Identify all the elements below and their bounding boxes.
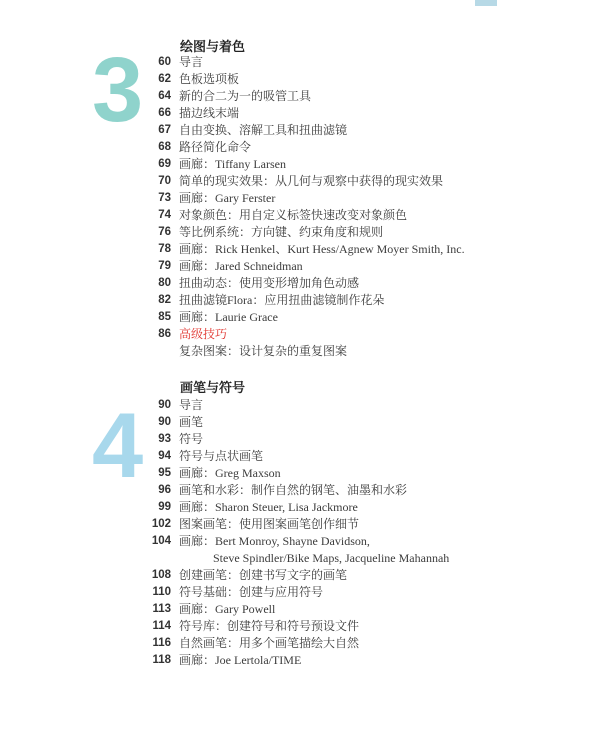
toc-entry	[0, 465, 600, 482]
toc-page-number: 94	[158, 450, 171, 462]
toc-entry	[0, 309, 600, 326]
toc-entry-title: 画笔和水彩：制作自然的钢笔、油墨和水彩	[179, 483, 408, 497]
toc-page-number: 110	[152, 586, 171, 598]
toc-page-number: 60	[158, 56, 171, 68]
toc-page-number: 62	[158, 73, 171, 85]
toc-entry	[0, 601, 600, 618]
toc-entry-title: 画笔	[179, 415, 204, 429]
toc-entry	[0, 550, 600, 567]
toc-page-number: 78	[158, 243, 171, 255]
toc-entry	[0, 618, 600, 635]
toc-entry	[0, 652, 600, 669]
toc-page-number: 85	[158, 311, 171, 323]
toc-page-number: 95	[158, 467, 171, 479]
toc-page-number: 79	[158, 260, 171, 272]
toc-entry-title: 高级技巧	[179, 327, 228, 341]
toc-entry-title: 路径简化命令	[179, 140, 252, 154]
toc-entry-title: 色板选项板	[179, 72, 240, 86]
toc-entry	[0, 275, 600, 292]
toc-page-number: 93	[158, 433, 171, 445]
toc-entry	[0, 292, 600, 309]
toc-entry	[0, 173, 600, 190]
toc-entry	[0, 414, 600, 431]
toc-entry	[0, 105, 600, 122]
toc-entry-title: 画廊：Greg Maxson	[179, 466, 281, 480]
toc-entry-title: Steve Spindler/Bike Maps, Jacqueline Mahannah	[213, 551, 450, 565]
toc-page-number: 64	[158, 90, 171, 102]
toc-entry	[0, 397, 600, 414]
toc-entry-title: 自然画笔：用多个画笔描绘大自然	[179, 636, 360, 650]
toc-entry-title: 导言	[179, 398, 204, 412]
toc-entry-title: 对象颜色：用自定义标签快速改变对象颜色	[179, 208, 408, 222]
toc-entry	[0, 190, 600, 207]
toc-entry-title: 画廊：Gary Powell	[179, 602, 276, 616]
toc-page-number: 90	[158, 399, 171, 411]
toc-entry-title: 自由变换、溶解工具和扭曲滤镜	[179, 123, 348, 137]
toc-entry	[0, 139, 600, 156]
toc-page-number: 104	[151, 535, 171, 547]
toc-entry	[0, 448, 600, 465]
toc-entry	[0, 207, 600, 224]
toc-entry-title: 新的合二为一的吸管工具	[179, 89, 312, 103]
toc-entry-title: 画廊：Gary Ferster	[179, 191, 276, 205]
toc-entry-title: 导言	[179, 55, 204, 69]
toc-entry	[0, 482, 600, 499]
toc-entry-title: 符号基础：创建与应用符号	[179, 585, 324, 599]
toc-entry-title: 扭曲滤镜Flora：应用扭曲滤镜制作花朵	[179, 293, 385, 307]
toc-page-number: 99	[158, 501, 171, 513]
toc-entry	[0, 499, 600, 516]
toc-page-number: 73	[158, 192, 171, 204]
toc-page-number: 108	[151, 569, 171, 581]
chapter-3-title: 绘图与着色	[180, 40, 246, 55]
toc-entry-title: 画廊：Laurie Grace	[179, 310, 278, 324]
toc-entry-title: 画廊：Joe Lertola/TIME	[179, 653, 302, 667]
toc-entry-title: 画廊：Bert Monroy, Shayne Davidson,	[179, 534, 370, 548]
toc-entry	[0, 122, 600, 139]
toc-page-number: 102	[151, 518, 171, 530]
toc-entry-title: 描边线末端	[179, 106, 240, 120]
toc-page-number: 70	[158, 175, 171, 187]
toc-page-number: 74	[158, 209, 171, 221]
toc-entry	[0, 71, 600, 88]
toc-page-number: 68	[158, 141, 171, 153]
toc-entry-title: 画廊：Tiffany Larsen	[179, 157, 286, 171]
chapter-4-number: 4	[92, 395, 144, 497]
toc-entry	[0, 567, 600, 584]
toc-entry	[0, 258, 600, 275]
toc-entry	[0, 156, 600, 173]
toc-entry-title: 扭曲动态：使用变形增加角色动感	[179, 276, 360, 290]
toc-page-number: 116	[152, 637, 171, 649]
toc-entry	[0, 326, 600, 343]
toc-entry-title: 符号库：创建符号和符号预设文件	[179, 619, 360, 633]
toc-entry	[0, 516, 600, 533]
toc-entry-title: 创建画笔：创建书写文字的画笔	[179, 568, 348, 582]
toc-entry-title: 画廊：Rick Henkel、Kurt Hess/Agnew Moyer Smith, Inc.	[179, 242, 465, 256]
chapter-3-entries	[0, 54, 600, 360]
toc-page-number: 114	[152, 620, 171, 632]
chapter-3-number: 3	[92, 39, 144, 141]
toc-entry	[0, 635, 600, 652]
toc-page-number: 118	[152, 654, 171, 666]
toc-entry-title: 等比例系统：方向键、约束角度和规则	[179, 225, 384, 239]
toc-page-number: 90	[158, 416, 171, 428]
toc-page-number: 76	[158, 226, 171, 238]
toc-page-number: 96	[158, 484, 171, 496]
toc-entry-title: 符号与点状画笔	[179, 449, 264, 463]
chapter-4-title: 画笔与符号	[180, 381, 246, 396]
toc-page-number: 86	[158, 328, 171, 340]
toc-entry	[0, 584, 600, 601]
toc-entry-title: 复杂图案：设计复杂的重复图案	[179, 344, 348, 358]
toc-entry-title: 符号	[179, 432, 204, 446]
toc-entry	[0, 88, 600, 105]
toc-entry	[0, 431, 600, 448]
toc-page-number: 80	[158, 277, 171, 289]
toc-entry-title: 图案画笔：使用图案画笔创作细节	[179, 517, 360, 531]
toc-entry	[0, 343, 600, 360]
chapter-4-entries	[0, 397, 600, 669]
toc-page-number: 69	[158, 158, 171, 170]
toc-entry	[0, 54, 600, 71]
toc-entry	[0, 533, 600, 550]
toc-entry	[0, 241, 600, 258]
toc-page-number: 113	[152, 603, 171, 615]
toc-entry	[0, 224, 600, 241]
toc-entry-title: 简单的现实效果：从几何与观察中获得的现实效果	[179, 174, 444, 188]
toc-page-number: 66	[158, 107, 171, 119]
top-edge-mark	[475, 0, 497, 6]
toc-entry-title: 画廊：Sharon Steuer, Lisa Jackmore	[179, 500, 358, 514]
toc-entry-title: 画廊：Jared Schneidman	[179, 259, 303, 273]
toc-page-number: 67	[158, 124, 171, 136]
toc-page-number: 82	[158, 294, 171, 306]
